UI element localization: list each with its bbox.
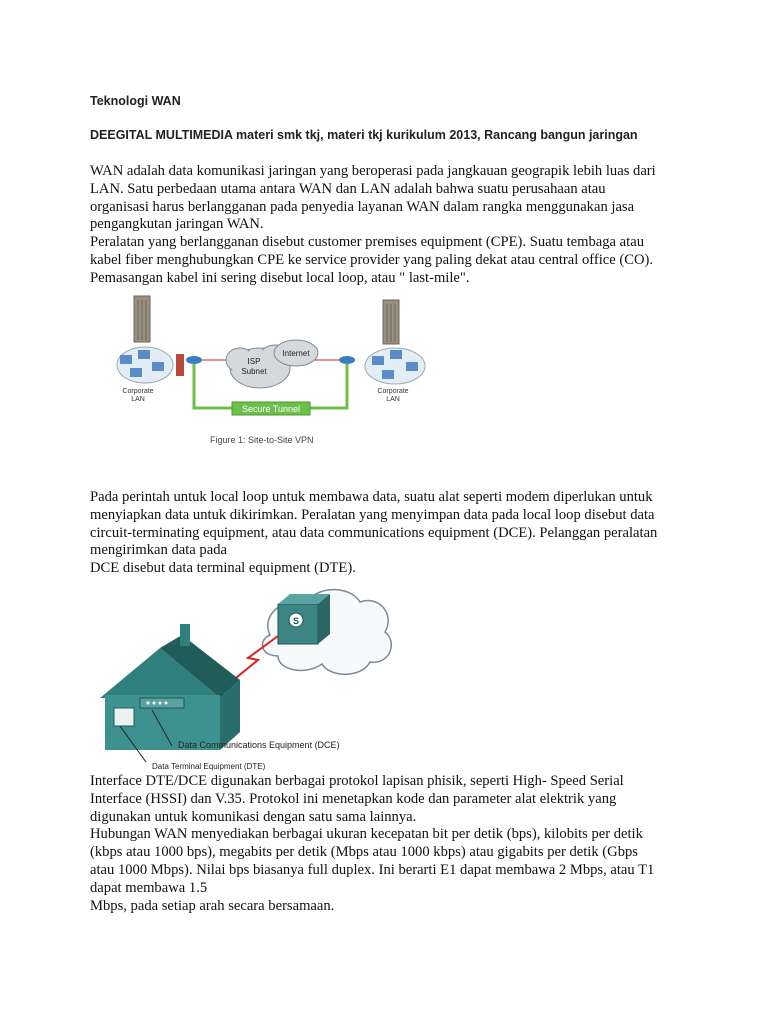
- left-lan-label-1: Corporate: [122, 388, 154, 395]
- firewall-left-icon: [176, 354, 184, 376]
- server-symbol: S: [292, 616, 300, 626]
- document-subtitle: DEEGITAL MULTIMEDIA materi smk tkj, materi tkj kurikulum 2013, Rancang bangun jaringan: [90, 128, 638, 142]
- building-left-icon: [134, 296, 150, 342]
- figure1-caption: Figure 1: Site-to-Site VPN: [210, 435, 314, 445]
- internet-label: Internet: [282, 349, 310, 358]
- paragraph-interface: Interface DTE/DCE digunakan berbagai protokol lapisan phisik, seperti High- Speed Serial Interface (HSSI) dan V.35. Protokol ini menetapkan kode dan parameter alat elektrik yang digunakan untuk komunikasi dengan satu sama lainnya. Hubungan WAN menyediakan berbagai ukuran kecepatan bit per detik (bps), kilobits per detik (kbps atau 1000 bps), megabits per detik (Mbps atau 1000 kbps) atau gigabits per detik (Gbps atau 1000 Mbps). Nilai bps biasanya full duplex. Ini berarti E1 dapat membawa 2 Mbps, atau T1 dapat membawa 1.5 Mbps, pada setiap arah secara bersamaan.: [90, 773, 655, 914]
- isp-label-1: ISP: [247, 357, 261, 366]
- building-right-icon: [383, 300, 399, 344]
- document-title: Teknologi WAN: [90, 94, 181, 108]
- secure-tunnel-label: Secure Tunnel: [241, 404, 301, 414]
- paragraph-local-loop: Pada perintah untuk local loop untuk membawa data, suatu alat seperti modem diperlukan untuk menyiapkan data untuk dikirimkan. Peralatan yang menyimpan data pada local loop disebut data circuit-terminating equipment, atau data communications equipment (DCE). Pelanggan peralatan mengirimkan data pada DCE disebut data terminal equipment (DTE).: [90, 489, 658, 577]
- modem-dce-icon: [140, 698, 184, 708]
- left-lan-label-2: LAN: [131, 396, 145, 403]
- figure-dte-dce: [90, 580, 400, 772]
- isp-label-2: Subnet: [241, 367, 267, 376]
- router-left-icon: [186, 356, 202, 364]
- figure-site-to-site-vpn: [90, 290, 470, 455]
- right-lan-label-2: LAN: [386, 396, 400, 403]
- dce-label: Data Communications Equipment (DCE): [178, 740, 340, 750]
- corporate-lan-right-icon: [365, 348, 425, 384]
- server-switch-icon: [278, 594, 330, 644]
- corporate-lan-left-icon: [117, 347, 173, 383]
- right-lan-label-1: Corporate: [377, 388, 409, 395]
- paragraph-intro: WAN adalah data komunikasi jaringan yang beroperasi pada jangkauan geograpik lebih luas dari LAN. Satu perbedaan utama antara WAN dan LAN adalah bahwa suatu perusahaan atau organisasi harus berlangganan pada penyedia layanan WAN dalam rangka menggunakan jasa pengangkutan jaringan WAN. Peralatan yang berlangganan disebut customer premises equipment (CPE). Suatu tembaga atau kabel fiber menghubungkan CPE ke service provider yang paling dekat atau central office (CO). Pemasangan kabel ini sering disebut local loop, atau " last-mile".: [90, 163, 656, 286]
- router-right-icon: [339, 356, 355, 364]
- dte-label: Data Terminal Equipment (DTE): [152, 762, 266, 771]
- house-icon: [100, 624, 240, 750]
